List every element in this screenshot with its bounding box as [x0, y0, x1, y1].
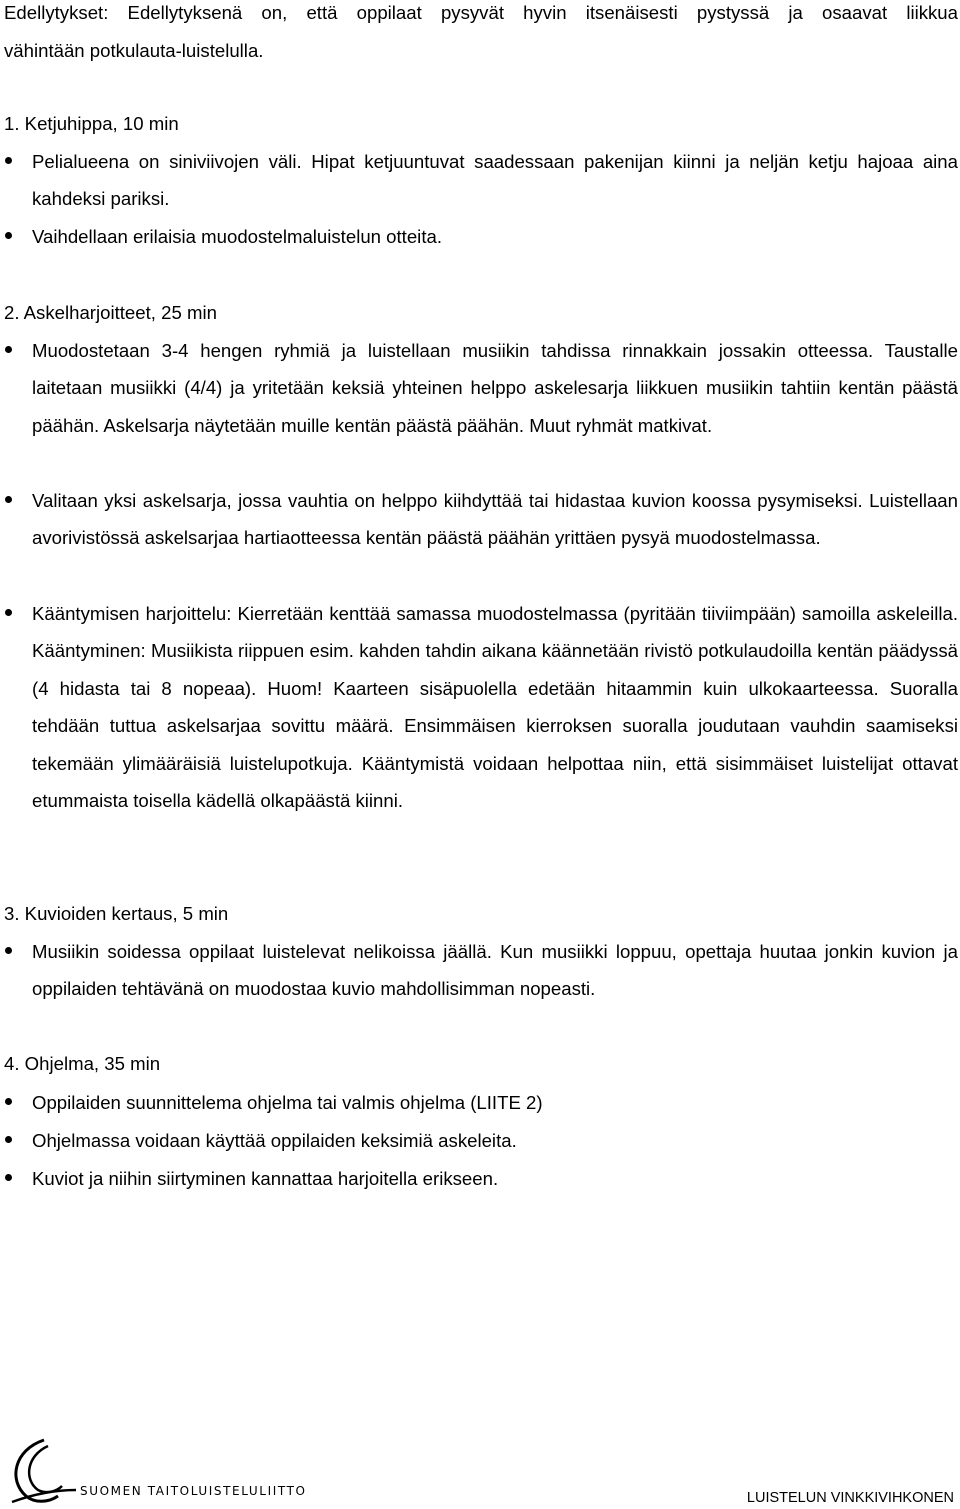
section-2-bullet-2: Valitaan yksi askelsarja, jossa vauhtia on helppo kiihdyttää tai hidastaa kuvion koossa pysymiseksi. Luistellaan avorivistössä askelsarjaa hartiaotteessa kentän päästä päähän yrittäen pysyä muodostelmassa. — [32, 490, 958, 549]
bullet-icon — [5, 609, 12, 616]
bullet-icon — [5, 496, 12, 503]
bullet-icon — [5, 947, 12, 954]
section-1-heading: 1. Ketjuhippa, 10 min — [4, 113, 179, 134]
bullet-icon — [5, 157, 12, 164]
section-2-bullet-1: Muodostetaan 3-4 hengen ryhmiä ja luistellaan musiikin tahdissa rinnakkain jossakin otteessa. Taustalle laitetaan musiikki (4/4) ja yritetään keksiä yhteinen helppo askelesarja liikkuen musiikin tahtiin kentän päästä päähän. Askelsarja näytetään muille kentän päästä päähän. Muut ryhmät matkivat. — [32, 340, 958, 436]
section-1-bullet-2: Vaihdellaan erilaisia muodostelmaluistelun otteita. — [32, 226, 442, 247]
section-4-bullet-1: Oppilaiden suunnittelema ohjelma tai valmis ohjelma (LIITE 2) — [32, 1092, 543, 1113]
bullet-icon — [5, 1174, 12, 1181]
intro-line-1: Edellytykset: Edellytyksenä on, että oppilaat pysyvät hyvin itsenäisesti pystyssä ja osaavat liikkua — [4, 2, 958, 23]
section-3-bullet-1: Musiikin soidessa oppilaat luistelevat nelikoissa jäällä. Kun musiikki loppuu, opettaja huutaa jonkin kuvion ja oppilaiden tehtävänä on muodostaa kuvio mahdollisimman nopeasti. — [32, 941, 958, 1000]
bullet-icon — [5, 1136, 12, 1143]
bullet-icon — [5, 346, 12, 353]
organization-logo-text: SUOMEN TAITOLUISTELULIITTO — [80, 1484, 307, 1498]
section-2-heading: 2. Askelharjoitteet, 25 min — [4, 302, 217, 323]
section-4-heading: 4. Ohjelma, 35 min — [4, 1053, 161, 1074]
footer-booklet-title: LUISTELUN VINKKIVIHKONEN — [746, 1490, 954, 1506]
section-1-bullet-1: Pelialueena on siniviivojen väli. Hipat ketjuuntuvat saadessaan pakenijan kiinni ja neljän ketju hajoaa aina kahdeksi pariksi. — [32, 151, 958, 210]
bullet-icon — [5, 1098, 12, 1105]
bullet-icon — [5, 232, 12, 239]
section-4-bullet-3: Kuviot ja niihin siirtyminen kannattaa harjoitella erikseen. — [32, 1168, 499, 1189]
section-3-heading: 3. Kuvioiden kertaus, 5 min — [4, 903, 229, 924]
section-4-bullet-2: Ohjelmassa voidaan käyttää oppilaiden keksimiä askeleita. — [32, 1130, 517, 1151]
intro-line-2: vähintään potkulauta-luistelulla. — [4, 40, 264, 61]
section-2-bullet-3: Kääntymisen harjoittelu: Kierretään kenttää samassa muodostelmassa (pyritään tiiviimpään) samoilla askeleilla. Kääntyminen: Musiikista riippuen esim. kahden tahdin aikana käännetään rivistö potkulaudoilla kentän päädyssä (4 hidasta tai 8 nopeaa). Huom! Kaarteen sisäpuolella edetään hitaammin kuin ulkokaarteessa. Suoralla tehdään tuttua askelsarjaa sovittu määrä. Ensimmäisen kierroksen suoralla joudutaan vauhdin saamiseksi tekemään ylimääräisiä luistelupotkuja. Kääntymistä voidaan helpottaa niin, että sisimmäiset luistelijat ottavat etummaista toisella kädellä olkapäästä kiinni. — [32, 603, 958, 812]
